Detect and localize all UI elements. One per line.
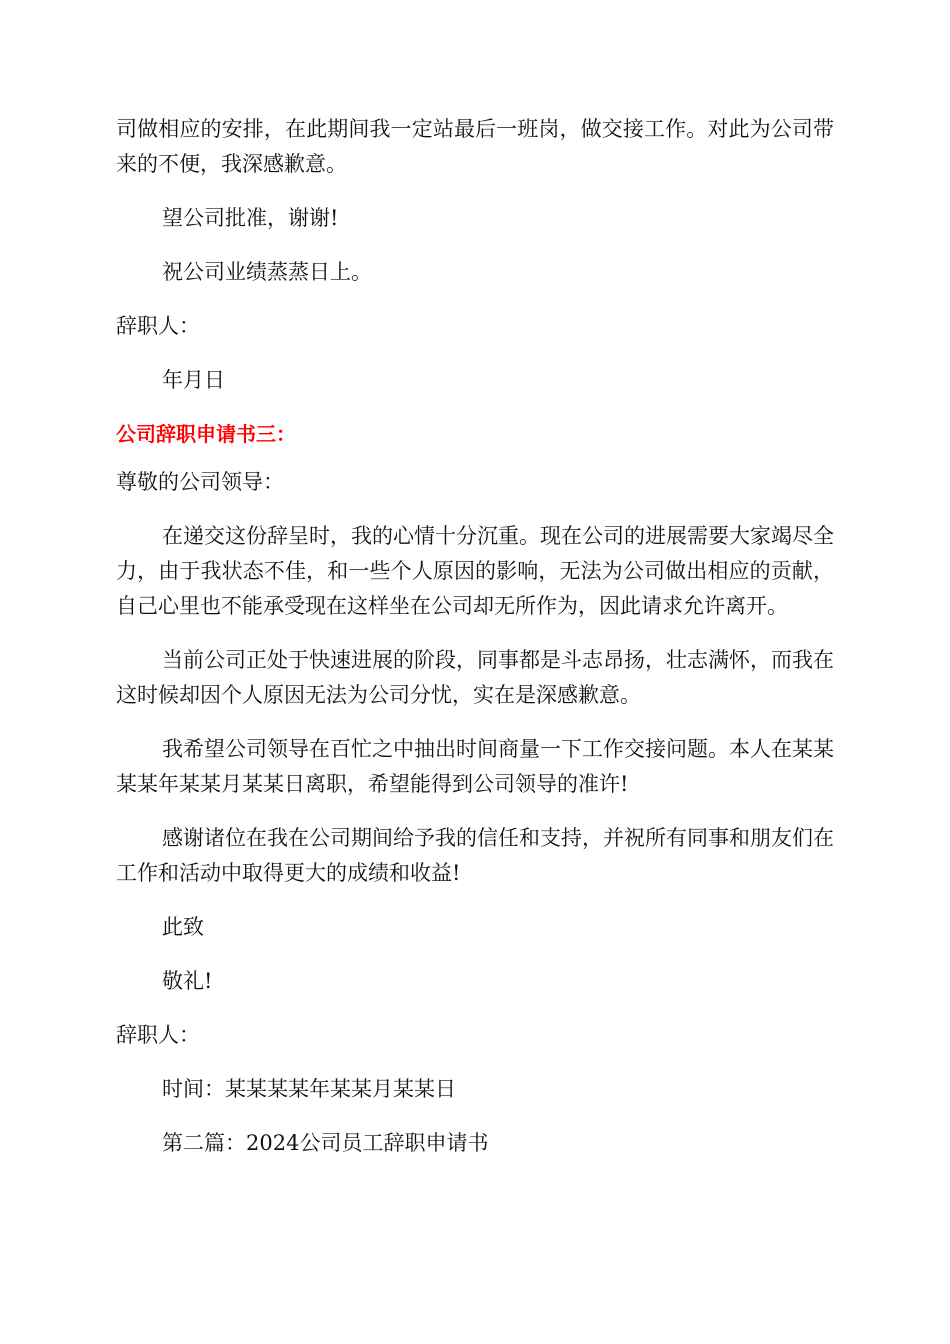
next-article-title: 第二篇：2024公司员工辞职申请书: [162, 1131, 489, 1155]
salutation: 尊敬的公司领导：: [116, 470, 284, 494]
paragraph-thanks: 感谢诸位在我在公司期间给予我的信任和支持，并祝所有同事和朋友们在工作和活动中取得更大的成绩和收益!: [116, 826, 834, 885]
date-line: 年月日: [162, 368, 225, 392]
time-line: 时间：某某某某年某某月某某日: [162, 1077, 456, 1101]
section-heading: 公司辞职申请书三：: [116, 422, 296, 446]
closing-salute: 敬礼!: [162, 969, 213, 993]
paragraph-arrangement: 司做相应的安排，在此期间我一定站最后一班岗，做交接工作。对此为公司带来的不便，我深感歉意。: [116, 117, 834, 176]
paragraph-approval-request: 望公司批准，谢谢!: [162, 206, 339, 230]
paragraph-apology: 当前公司正处于快速进展的阶段，同事都是斗志昂扬，壮志满怀，而我在这时候却因个人原因无法为公司分忧，实在是深感歉意。: [116, 648, 834, 707]
paragraph-reason: 在递交这份辞呈时，我的心情十分沉重。现在公司的进展需要大家竭尽全力，由于我状态不佳，和一些个人原因的影响，无法为公司做出相应的贡献，自己心里也不能承受现在这样坐在公司却无所作为，因此请求允许离开。: [116, 524, 834, 618]
signature-label: 辞职人：: [116, 314, 200, 338]
signature-label-2: 辞职人：: [116, 1023, 200, 1047]
closing-phrase: 此致: [162, 915, 204, 939]
paragraph-wishes: 祝公司业绩蒸蒸日上。: [162, 260, 372, 284]
document-page: [116, 112, 834, 1161]
paragraph-handover: 我希望公司领导在百忙之中抽出时间商量一下工作交接问题。本人在某某某某年某某月某某日离职，希望能得到公司领导的准许!: [116, 737, 834, 796]
